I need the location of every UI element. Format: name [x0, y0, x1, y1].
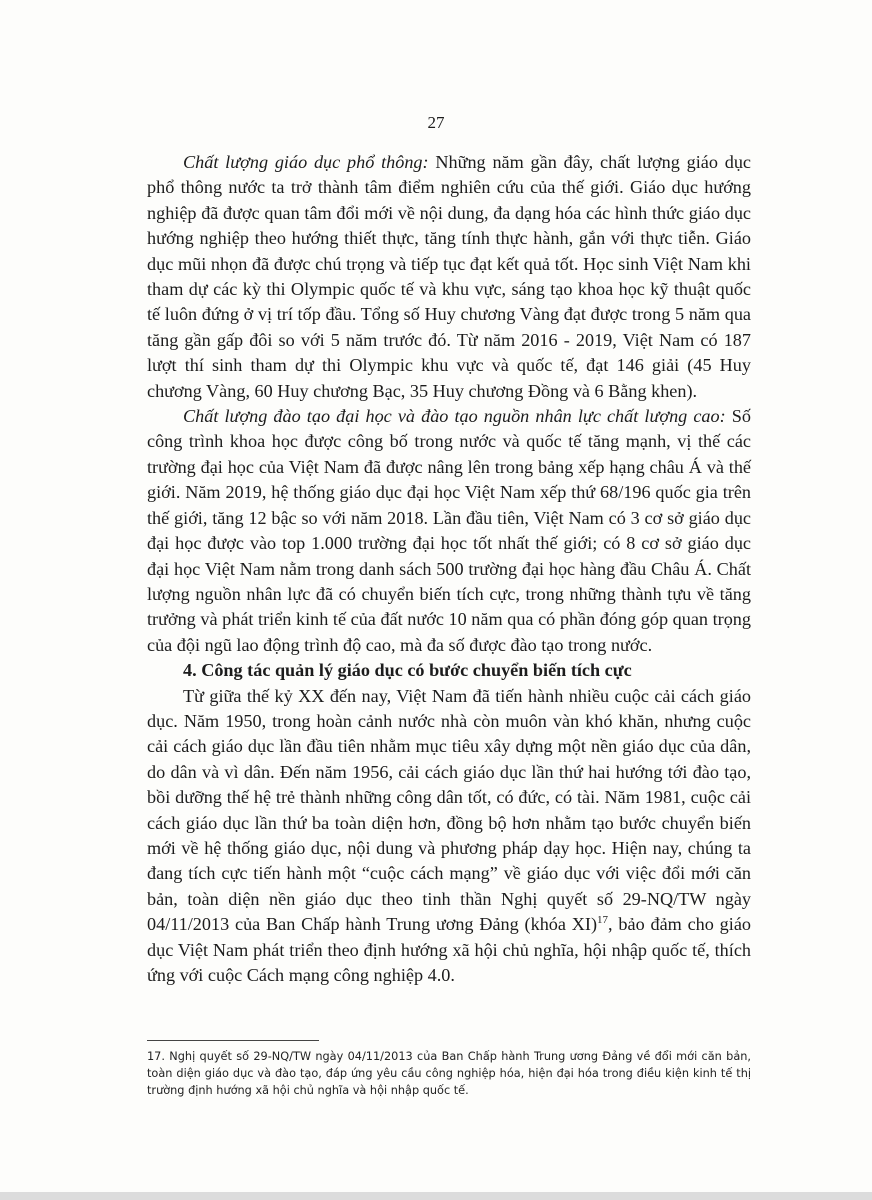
- paragraph-general-education: [147, 150, 751, 404]
- paragraph-lead: Chất lượng giáo dục phổ thông:: [183, 152, 429, 172]
- paragraph-education-management: [147, 684, 751, 989]
- footnote-divider: [147, 1040, 319, 1041]
- paragraph-lead: Chất lượng đào tạo đại học và đào tạo nguồn nhân lực chất lượng cao:: [183, 406, 726, 427]
- paragraph-body-continued: , bảo đảm cho giáo dục Việt Nam phát triển theo định hướng xã hội chủ nghĩa, hội nhập quốc tế, thích ứng với cuộc Cách mạng công nghiệp 4.0.: [147, 914, 751, 985]
- body-text: [147, 150, 751, 988]
- paragraph-body: Những năm gần đây, chất lượng giáo dục phổ thông nước ta trở thành tâm điểm nghiên cứu của thế giới. Giáo dục hướng nghiệp đã được quan tâm đổi mới về nội dung, đa dạng hóa các hình thức giáo dục hướng nghiệp theo hướng thiết thực, tăng tính thực hành, gắn với thực tiễn. Giáo dục mũi nhọn đã được chú trọng và tiếp tục đạt kết quả tốt. Học sinh Việt Nam khi tham dự các kỳ thi Olympic quốc tế và khu vực, sáng tạo khoa học kỹ thuật quốc tế luôn đứng ở vị trí tốp đầu. Tổng số Huy chương Vàng đạt được trong 5 năm qua tăng gần gấp đôi so với 5 năm trước đó. Từ năm 2016 - 2019, Việt Nam có 187 lượt thí sinh tham dự thi Olympic khu vực và quốc tế, đạt 146 giải (45 Huy chương Vàng, 60 Huy chương Bạc, 35 Huy chương Đồng và 6 Bằng khen).: [147, 152, 751, 401]
- paragraph-higher-education: [147, 404, 751, 658]
- page-number: 27: [427, 113, 445, 132]
- footnote-reference: 17: [597, 914, 609, 927]
- paragraph-body: Số công trình khoa học được công bố trong nước và quốc tế tăng mạnh, vị thế các trường đại học của Việt Nam đã được nâng lên trong bảng xếp hạng châu Á và thế giới. Năm 2019, hệ thống giáo dục đại học Việt Nam xếp thứ 68/196 quốc gia trên thế giới, tăng 12 bậc so với năm 2018. Lần đầu tiên, Việt Nam có 3 cơ sở giáo dục đại học được vào top 1.000 trường đại học tốt nhất thế giới; có 8 cơ sở giáo dục đại học Việt Nam nằm trong danh sách 500 trường đại học hàng đầu Châu Á. Chất lượng nguồn nhân lực đã có chuyển biến tích cực, trong những thành tựu về tăng trưởng và phát triển kinh tế của đất nước 10 năm qua có phần đóng góp quan trọng của đội ngũ lao động trình độ cao, mà đa số được đào tạo trong nước.: [147, 406, 751, 655]
- scan-bottom-edge: [0, 1192, 872, 1200]
- paragraph-body: Từ giữa thế kỷ XX đến nay, Việt Nam đã tiến hành nhiều cuộc cải cách giáo dục. Năm 1950, trong hoàn cảnh nước nhà còn muôn vàn khó khăn, nhưng cuộc cải cách giáo dục lần đầu tiên nhằm mục tiêu xây dựng một nền giáo dục của dân, do dân và vì dân. Đến năm 1956, cải cách giáo dục lần thứ hai hướng tới đào tạo, bồi dưỡng thế hệ trẻ thành những công dân tốt, có đức, có tài. Năm 1981, cuộc cải cách giáo dục lần thứ ba toàn diện hơn, đồng bộ hơn nhằm tạo bước chuyển biến mới về hệ thống giáo dục, nội dung và phương pháp dạy học. Hiện nay, chúng ta đang tích cực tiến hành một “cuộc cách mạng” về giáo dục với việc đổi mới căn bản, toàn diện nền giáo dục theo tinh thần Nghị quyết số 29-NQ/TW ngày 04/11/2013 của Ban Chấp hành Trung ương Đảng (khóa XI): [147, 685, 751, 935]
- footnote: 17. Nghị quyết số 29-NQ/TW ngày 04/11/2013 của Ban Chấp hành Trung ương Đảng về đổi mới căn bản, toàn diện giáo dục và đào tạo, đáp ứng yêu cầu công nghiệp hóa, hiện đại hóa trong điều kiện kinh tế thị trường định hướng xã hội chủ nghĩa và hội nhập quốc tế.: [147, 1050, 751, 1097]
- section-heading: 4. Công tác quản lý giáo dục có bước chuyển biến tích cực: [183, 660, 632, 681]
